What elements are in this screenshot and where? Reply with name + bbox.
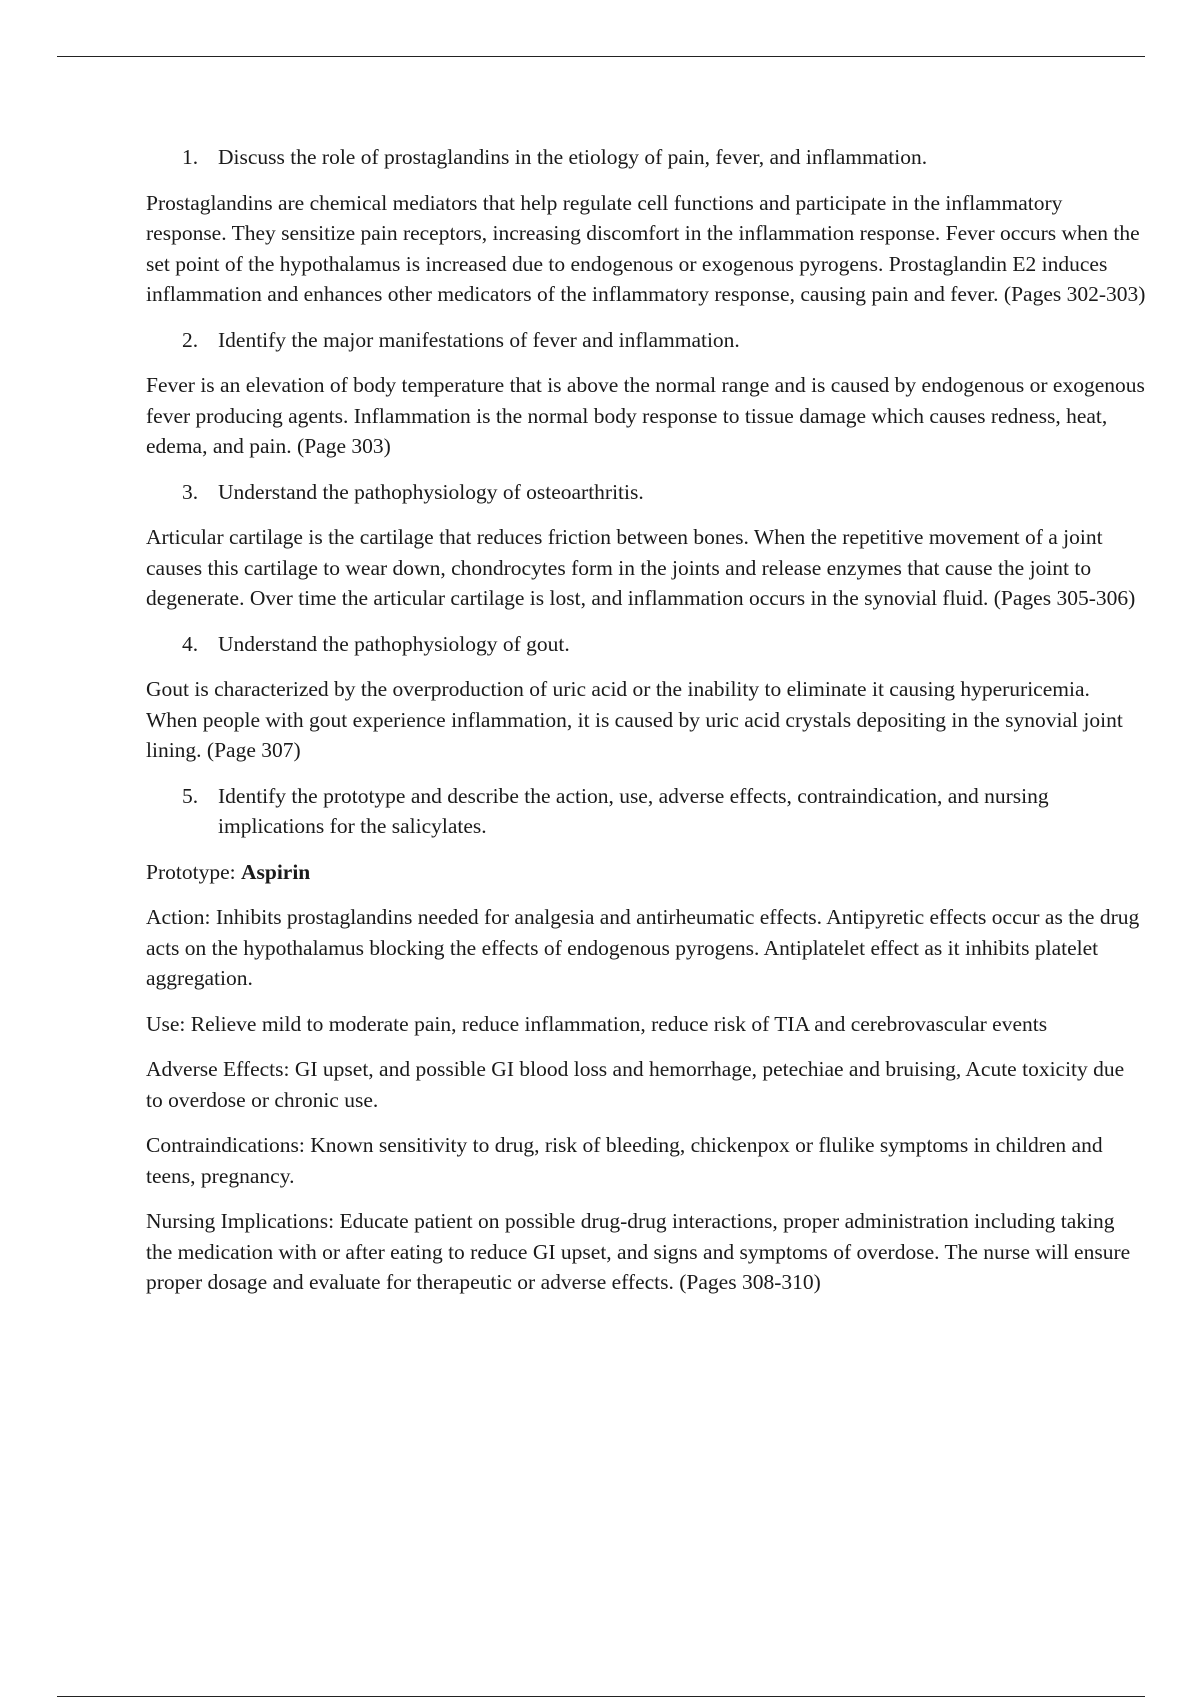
question-text: Understand the pathophysiology of gout. xyxy=(218,631,570,656)
adverse-effects-paragraph: Adverse Effects: GI upset, and possible GI blood loss and hemorrhage, petechiae and bruising, Acute toxicity due to overdose or chronic use. xyxy=(146,1057,1125,1112)
question-text: Identify the prototype and describe the action, use, adverse effects, contraindication, and nursing implications for the salicylates. xyxy=(218,783,1049,838)
question-1-section xyxy=(146,142,1146,310)
action-paragraph: Action: Inhibits prostaglandins needed for analgesia and antirheumatic effects. Antipyretic effects occur as the drug acts on the hypothalamus blocking the effects of endogenous pyrogens. Antiplatelet effect as it inhibits platelet aggregation. xyxy=(146,905,1140,990)
question-item xyxy=(146,477,1146,508)
contraindications-paragraph: Contraindications: Known sensitivity to drug, risk of bleeding, chickenpox or flulike symptoms in children and teens, pregnancy. xyxy=(146,1133,1103,1188)
answer-paragraph: Prostaglandins are chemical mediators that help regulate cell functions and participate in the inflammatory response. They sensitize pain receptors, increasing discomfort in the inflammation response. Fever occurs when the set point of the hypothalamus is increased due to endogenous or exogenous pyrogens. Prostaglandin E2 induces inflammation and enhances other medicators of the inflammatory response, causing pain and fever. (Pages 302-303) xyxy=(146,190,1146,306)
question-text: Discuss the role of prostaglandins in the etiology of pain, fever, and inflammation. xyxy=(218,145,928,169)
prototype-line xyxy=(146,857,1146,888)
document-body xyxy=(146,142,1146,1313)
answer-paragraph: Fever is an elevation of body temperature that is above the normal range and is caused by endogenous or exogenous fever producing agents. Inflammation is the normal body response to tissue damage which causes redness, heat, edema, and pain. (Page 303) xyxy=(146,373,1145,458)
question-item xyxy=(146,325,1146,356)
question-item xyxy=(146,629,1146,660)
question-number: 2. xyxy=(182,327,199,352)
question-number: 4. xyxy=(182,631,199,656)
question-item xyxy=(146,142,1146,173)
bottom-rule xyxy=(57,1696,1145,1697)
top-rule xyxy=(57,56,1145,57)
question-item xyxy=(146,781,1146,842)
prototype-label: Prototype: xyxy=(146,859,241,884)
question-5-section xyxy=(146,781,1146,1298)
use-paragraph: Use: Relieve mild to moderate pain, reduce inflammation, reduce risk of TIA and cerebrovascular events xyxy=(146,1011,1048,1036)
answer-paragraph: Articular cartilage is the cartilage that reduces friction between bones. When the repetitive movement of a joint causes this cartilage to wear down, chondrocytes form in the joints and release enzymes that cause the joint to degenerate. Over time the articular cartilage is lost, and inflammation occurs in the synovial fluid. (Pages 305-306) xyxy=(146,525,1136,610)
question-2-section xyxy=(146,325,1146,462)
question-number: 1. xyxy=(182,145,199,169)
prototype-name: Aspirin xyxy=(240,859,311,884)
nursing-implications-paragraph: Nursing Implications: Educate patient on possible drug-drug interactions, proper administration including taking the medication with or after eating to reduce GI upset, and signs and symptoms of overdose. The nurse will ensure proper dosage and evaluate for therapeutic or adverse effects. (Pages 308-310) xyxy=(146,1209,1131,1294)
question-3-section xyxy=(146,477,1146,614)
answer-paragraph: Gout is characterized by the overproduction of uric acid or the inability to eliminate it causing hyperuricemia. When people with gout experience inflammation, it is caused by uric acid crystals depositing in the synovial joint lining. (Page 307) xyxy=(146,677,1123,762)
question-text: Understand the pathophysiology of osteoarthritis. xyxy=(218,479,644,504)
question-4-section xyxy=(146,629,1146,766)
question-number: 5. xyxy=(182,783,199,808)
question-number: 3. xyxy=(182,479,199,504)
question-text: Identify the major manifestations of fever and inflammation. xyxy=(218,327,740,352)
